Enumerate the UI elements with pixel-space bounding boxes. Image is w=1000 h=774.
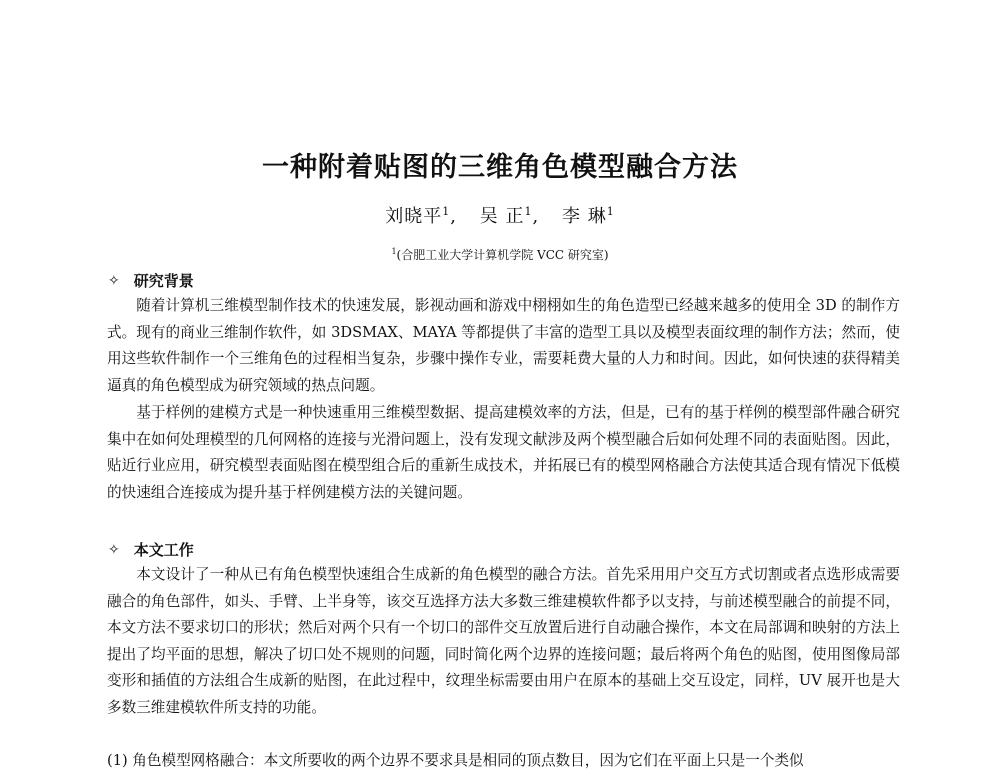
- author-affil-mark: 1: [524, 205, 533, 218]
- section-title: 本文工作: [133, 541, 194, 559]
- section-title: 研究背景: [133, 272, 194, 290]
- paragraph: 随着计算机三维模型制作技术的快速发展，影视动画和游戏中栩栩如生的角色造型已经越来越多的使用全 3D 的制作方式。现有的商业三维制作软件，如 3DSMAX、MAYA 等都提供了丰富的造型工具以及模型表面纹理的制作方法；然而，使用这些软件制作一个三维角色的过程相当复杂，步骤中操作专业，需要耗费大量的人力和时间。因此，如何快速的获得精美逼真的角色模型成为研究领域的热点问题。: [107, 297, 900, 394]
- diamond-bullet-icon: ✧: [108, 272, 120, 289]
- partial-text-line: (1) 角色模型网格融合：本文所要收的两个边界不要求具是相同的顶点数目，因为它们在平面上只是一个类似: [107, 752, 804, 769]
- paragraph: 本文设计了一种从已有角色模型快速组合生成新的角色模型的融合方法。首先采用用户交互方式切割或者点选形成需要融合的角色部件，如头、手臂、上半身等，该交互选择方法大多数三维建模软件都予以支持，与前述模型融合的前提不同，本文方法不要求切口的形状；然后对两个只有一个切口的部件交互放置后进行自动融合操作，本文在局部调和映射的方法上提出了均平面的思想，解决了切口处不规则的问题，同时简化两个边界的连接问题；最后将两个角色的贴图，使用图像局部变形和插值的方法组合生成新的贴图，在此过程中，纹理坐标需要由用户在原本的基础上交互设定，同样，UV 展开也是大多数三维建模软件所支持的功能。: [107, 566, 900, 716]
- author-name: 李 琳: [561, 206, 607, 227]
- author-name: 刘晓平: [385, 206, 443, 227]
- paragraph: 基于样例的建模方式是一种快速重用三维模型数据、提高建模效率的方法，但是，已有的基于样例的模型部件融合研究集中在如何处理模型的几何网格的连接与光滑问题上，没有发现文献涉及两个模型融合后如何处理不同的表面贴图。因此，贴近行业应用，研究模型表面贴图在模型组合后的重新生成技术，并拓展已有的模型网格融合方法使其适合现有情况下低模的快速组合连接成为提升基于样例建模方法的关键问题。: [107, 404, 900, 501]
- affiliation: [0, 246, 1000, 263]
- author-affil-mark: 1: [442, 205, 451, 218]
- affiliation-mark: 1: [391, 247, 397, 256]
- author-line: 刘晓平$^1$, 吴 正$^1$, 李 琳$^1$: [385, 205, 615, 227]
- author-affil-mark: 1: [606, 205, 615, 218]
- author-name: 吴 正: [479, 206, 525, 227]
- section-heading-work: [108, 539, 194, 560]
- affiliation-text: (合肥工业大学计算机学院 VCC 研究室): [396, 248, 609, 262]
- section-heading-background: [108, 270, 194, 291]
- diamond-bullet-icon: ✧: [108, 541, 120, 558]
- paper-title: 一种附着贴图的三维角色模型融合方法: [262, 152, 738, 183]
